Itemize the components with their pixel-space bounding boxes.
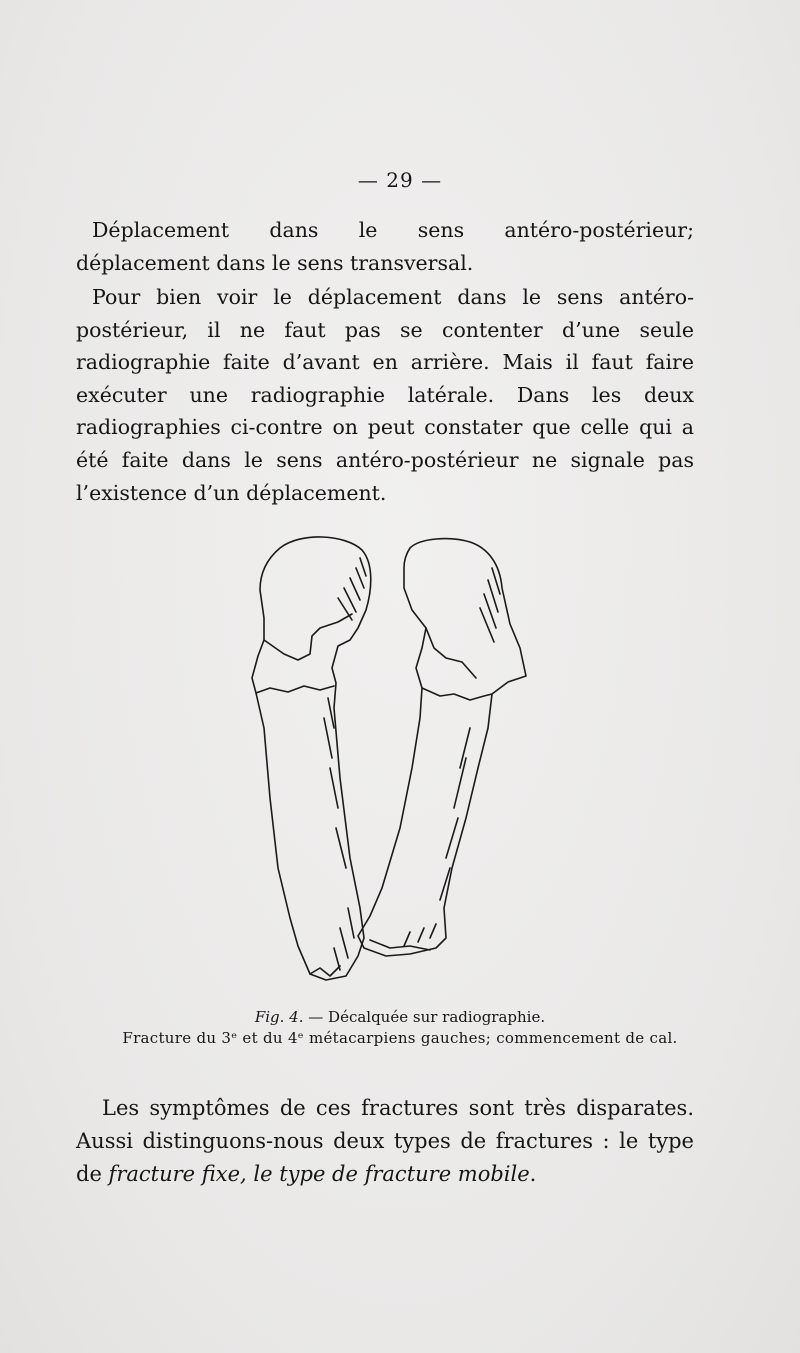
paragraph-1: Déplacement dans le sens antéro-postérieur; déplacement dans le sens transversal. [76,218,694,275]
figure-caption-title [0,1008,800,1026]
page-number: — 29 — [357,168,443,192]
paragraph-3-end: . [529,1162,537,1186]
left-bone-illustration [252,537,371,980]
paragraph-3-middle: , le [240,1162,280,1186]
right-bone-illustration [358,539,526,956]
paragraph-3 [76,1092,694,1191]
figure-title: — Décalquée sur radiographie. [303,1008,546,1026]
paragraph-3-emphasis-2: type de fracture mobile [279,1162,530,1186]
figure-caption: Fracture du 3ᵉ et du 4ᵉ métacarpiens gauches; commencement de cal. [122,1029,678,1047]
metacarpal-fracture-drawing [240,528,540,988]
figure-label: Fig. 4. [254,1008,304,1026]
paragraph-3-text: Les symptômes de ces fractures sont très disparates. Aussi distinguons-nous deux types de fractures : le type de [76,1096,694,1186]
paragraph-2: Pour bien voir le déplacement dans le sens antéro-postérieur, il ne faut pas se contenter d’une seule radiographie faite d’avant en arrière. Mais il faut faire exécuter une radiographie latérale. Dans les deux radiographies ci-contre on peut constater que celle qui a été faite dans le sens antéro-postérieur ne signale pas l’existence d’un déplacement. [76,285,694,505]
paragraph-3-emphasis-1: fracture fixe [108,1162,241,1186]
